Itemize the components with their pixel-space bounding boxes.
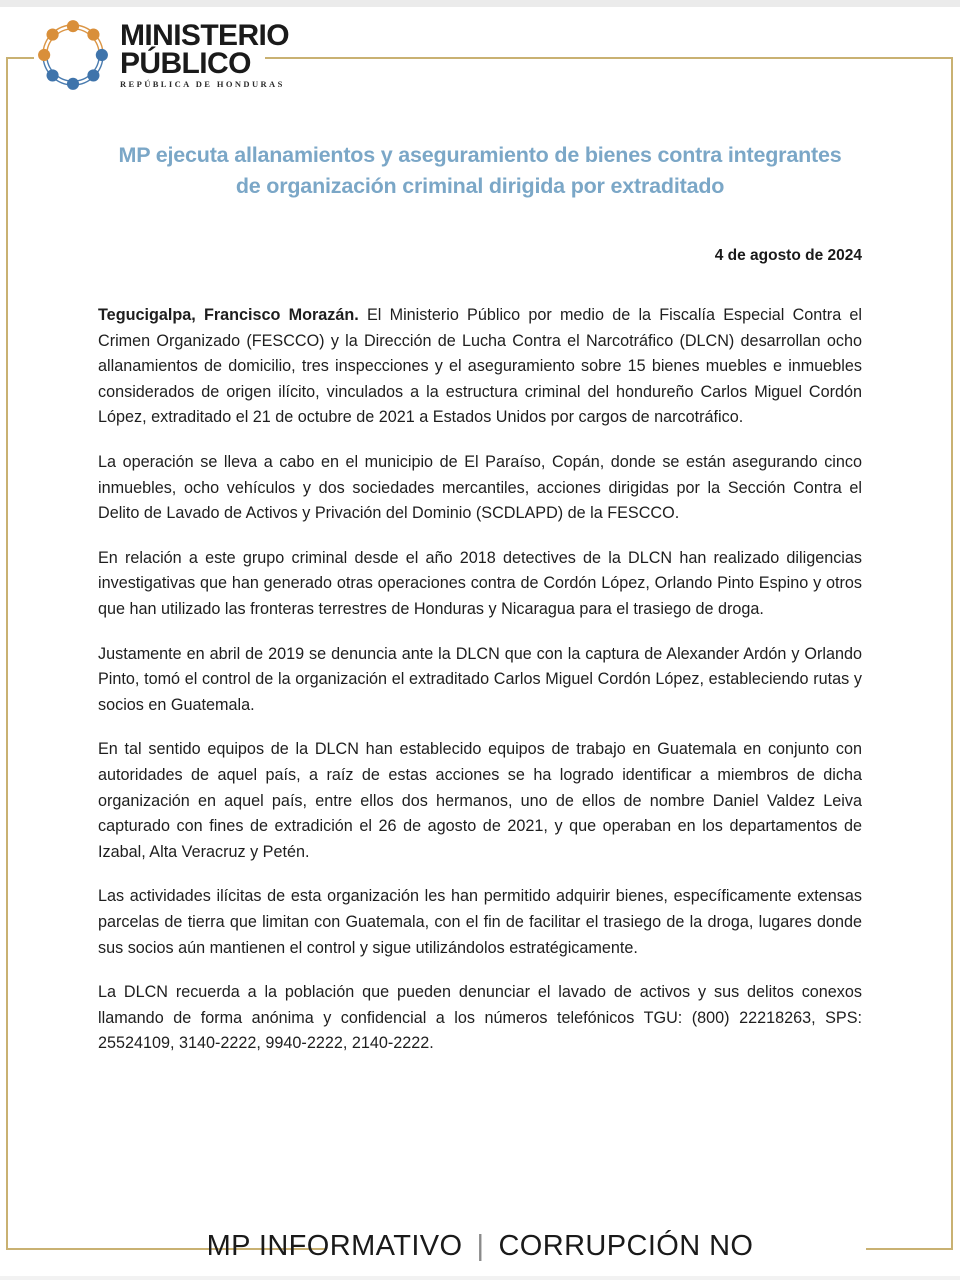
paragraph [98,980,862,1057]
scan-edge-bottom [0,1276,960,1280]
paragraph-text: En tal sentido equipos de la DLCN han establecido equipos de trabajo en Guatemala en conjunto con autoridades de aquel país, a raíz de estas acciones se ha logrado identificar a miembros de dicha organización en aquel país, entre ellos dos hermanos, uno de ellos de nombre Daniel Valdez Leiva capturado con fines de extradición el 26 de agosto de 2021, y que operaban en los departamentos de Izabal, Alta Veracruz y Petén. [98,740,862,861]
document-header [0,0,960,120]
footer-right-text: CORRUPCIÓN NO [498,1229,754,1262]
paragraph-text: Las actividades ilícitas de esta organización les han permitido adquirir bienes, específicamente extensas parcelas de tierra que limitan con Guatemala, con el fin de facilitar el trasiego de la droga, lugares donde sus socios aún mantienen el control y sigue utilizándolos estratégicamente. [98,887,862,957]
logo-subtitle: REPÚBLICA DE HONDURAS [120,78,285,89]
paragraph-lead: Tegucigalpa, Francisco Morazán. [98,306,359,325]
footer-slogan [207,1230,754,1263]
paragraph-text: Justamente en abril de 2019 se denuncia ante la DLCN que con la captura de Alexander Ardón y Orlando Pinto, tomó el control de la organización el extraditado Carlos Miguel Cordón López, estableciendo rutas y socios en Guatemala. [98,644,862,714]
document-footer [0,1222,960,1270]
frame-left-border [6,57,8,1250]
document-body [98,140,862,1057]
logo-wordmark [120,18,290,89]
ministerio-publico-emblem-icon [36,18,110,92]
paragraph [98,642,862,719]
paragraph-text: La operación se lleva a cabo en el municipio de El Paraíso, Copán, donde se están asegurando cinco inmuebles, ocho vehículos y dos sociedades mercantiles, acciones dirigidas por la Sección Contra el Delito de Lavado de Activos y Privación del Dominio (SCDLAPD) de la FESCCO. [98,453,862,523]
paragraph-text: En relación a este grupo criminal desde el año 2018 detectives de la DLCN han realizado diligencias investigativas que han generado otras operaciones contra de Cordón López, Orlando Pinto Espino y otros que han utilizado las fronteras terrestres de Honduras y Nicaragua para el trasiego de droga. [98,548,862,618]
paragraph [98,546,862,623]
paragraph-text: La DLCN recuerda a la población que pueden denunciar el lavado de activos y sus delitos conexos llamando de forma anónima y confidencial a los números telefónicos TGU: (800) 22218263, SPS: 25524109, 3140-2222, 9940-2222, 2140-2222. [98,983,862,1053]
logo-line-publico: PÚBLICO [120,47,251,81]
page-title: MP ejecuta allanamientos y aseguramiento de bienes contra integrantes de organización criminal dirigida por extraditado [118,143,842,198]
footer-separator: | [476,1229,485,1262]
paragraph [98,303,862,431]
paragraph [98,737,862,865]
frame-right-border [951,57,953,1250]
institution-logo [36,18,289,92]
paragraph [98,884,862,961]
paragraph-text: El Ministerio Público por medio de la Fiscalía Especial Contra el Crimen Organizado (FESCCO) y la Dirección de Lucha Contra el Narcotráfico (DLCN) desarrollan ocho allanamientos de domicilio, tres inspecciones y el aseguramiento sobre 15 bienes muebles e inmuebles considerados de origen ilícito, vinculados a la estructura criminal del hondureño Carlos Miguel Cordón López, extraditado el 21 de octubre de 2021 a Estados Unidos por cargos de narcotráfico. [98,306,862,427]
paragraph [98,450,862,527]
publication-date: 4 de agosto de 2024 [714,247,862,265]
article-paragraphs [98,303,862,1057]
footer-left-text: MP INFORMATIVO [206,1229,463,1262]
logo-line-ministerio: MINISTERIO [120,18,290,52]
